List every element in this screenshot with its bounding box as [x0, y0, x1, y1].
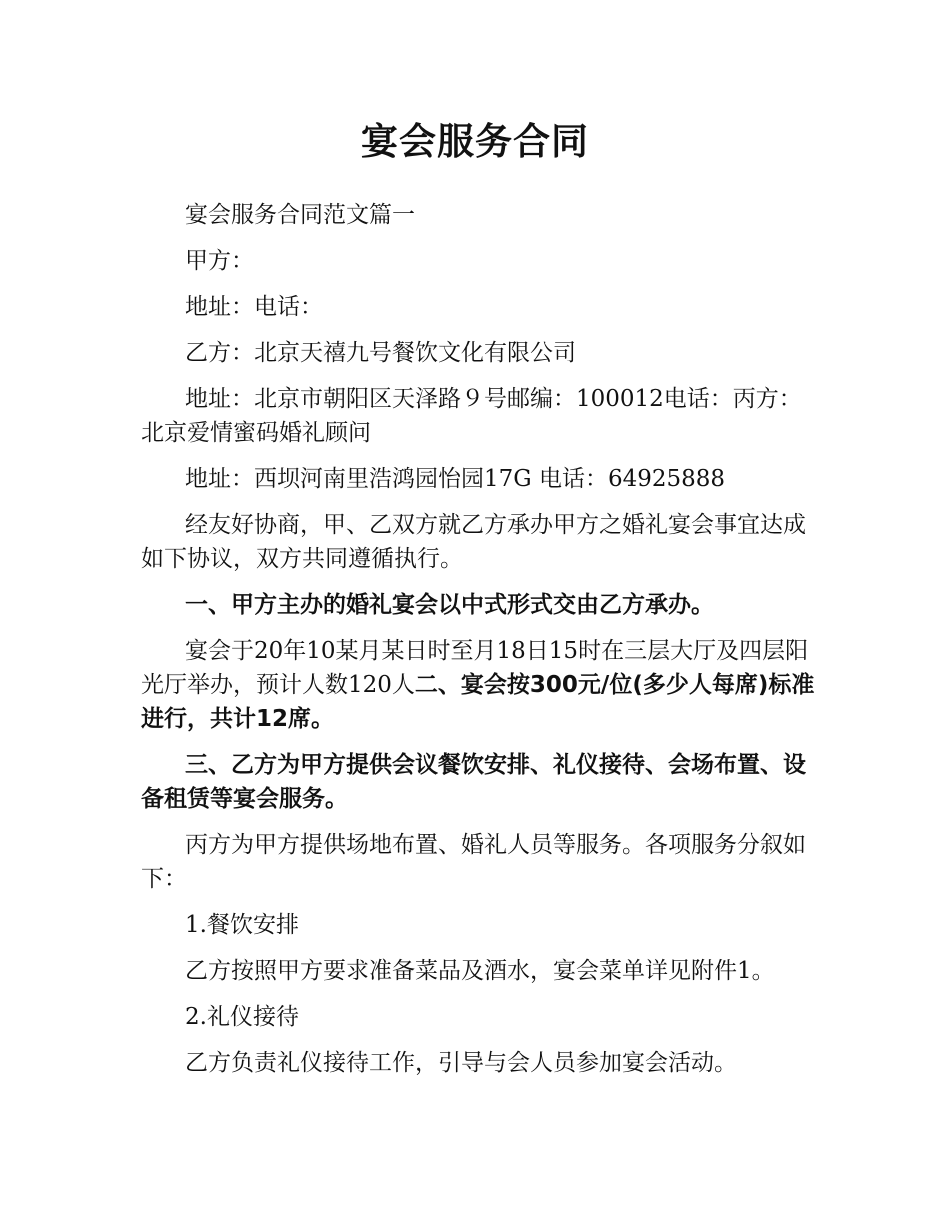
paragraph-text: 乙方按照甲方要求准备菜品及酒水，宴会菜单详见附件1。: [185, 958, 775, 984]
paragraph: [141, 588, 821, 622]
paragraph-text: 经友好协商，甲、乙双方就乙方承办甲方之婚礼宴会事宜达成如下协议，双方共同遵循执行。: [141, 512, 806, 572]
paragraph-text: 丙方为甲方提供场地布置、婚礼人员等服务。各项服务分叙如下：: [141, 832, 806, 892]
paragraph-bold-text: 一、甲方主办的婚礼宴会以中式形式交由乙方承办。: [185, 592, 714, 618]
paragraph: [141, 828, 821, 896]
paragraph: [141, 244, 821, 278]
paragraph: [141, 290, 821, 324]
paragraph: [141, 462, 821, 496]
paragraph-text: 地址：西坝河南里浩鸿园怡园17G 电话：64925888: [185, 466, 726, 492]
document-body: [141, 198, 821, 1092]
paragraph-text: 1.餐饮安排: [185, 912, 299, 938]
paragraph: [141, 198, 821, 232]
paragraph-text: 乙方负责礼仪接待工作，引导与会人员参加宴会活动。: [185, 1050, 737, 1076]
paragraph: [141, 634, 821, 736]
paragraph: [141, 954, 821, 988]
paragraph: [141, 1046, 821, 1080]
paragraph-text: 宴会于20年10某月某日时至月18日15时在三层大厅及四层阳光厅举办，预计人数120人: [141, 638, 809, 698]
paragraph-text: 乙方：北京天禧九号餐饮文化有限公司: [185, 340, 576, 366]
paragraph: [141, 508, 821, 576]
paragraph: [141, 908, 821, 942]
document-title: 宴会服务合同: [361, 120, 589, 163]
paragraph-text: 2.礼仪接待: [185, 1004, 299, 1030]
paragraph-bold-text: 二、宴会按300元/位(多少人每席)标准进行，共计12席。: [141, 672, 815, 732]
paragraph-text: 地址：北京市朝阳区天泽路９号邮编：100012电话：丙方：北京爱情蜜码婚礼顾问: [141, 386, 802, 446]
paragraph: [141, 748, 821, 816]
paragraph-text: 地址：电话：: [185, 294, 323, 320]
paragraph: [141, 336, 821, 370]
paragraph-text: 甲方：: [185, 248, 254, 274]
paragraph-bold-text: 三、乙方为甲方提供会议餐饮安排、礼仪接待、会场布置、设备租赁等宴会服务。: [141, 752, 806, 812]
paragraph: [141, 382, 821, 450]
paragraph-text: 宴会服务合同范文篇一: [185, 202, 415, 228]
paragraph: [141, 1000, 821, 1034]
